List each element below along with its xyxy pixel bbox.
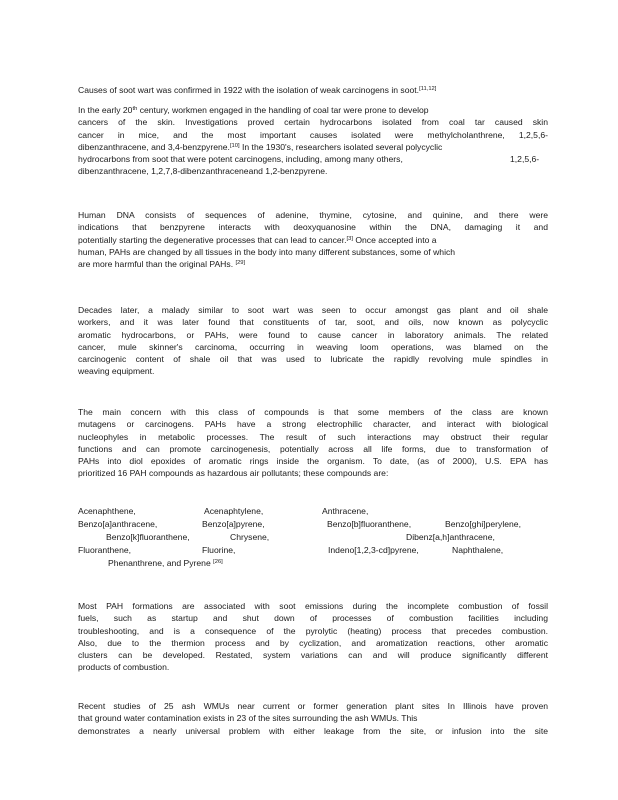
paragraph-recent-studies	[78, 700, 548, 737]
text-line: cancers of the skin. Investigations proved certain hydrocarbons isolated from coal tar caused skin	[78, 117, 548, 128]
compound-item: Acenaphtylene,	[204, 506, 264, 516]
compound-item: Chrysene,	[230, 532, 270, 542]
text-line: Also, due to the thermion process and by cyclization, and aromatization reactions, other aromatic	[78, 637, 548, 648]
citation: [3]	[346, 235, 353, 242]
text-line: cancer in mice, and the most important causes isolated were methylcholanthrene, 1,2,5,6-	[78, 129, 548, 140]
compound-list	[78, 506, 548, 570]
paragraph-pah-formations	[78, 600, 548, 674]
compound-item: Benzo[k]fluoranthene,	[106, 532, 190, 542]
compound-item: Anthracene,	[322, 506, 369, 516]
text: In the early 20	[78, 105, 133, 115]
text-line: workers, and it was later found that constituents of tar, soot, and oils, now known as polycyclic	[78, 317, 548, 328]
text-line	[78, 258, 548, 270]
compound-item: Phenanthrene, and Pyrene	[108, 558, 211, 568]
citation: [10]	[229, 142, 240, 149]
citation: [29]	[235, 260, 246, 266]
text-line: products of combustion.	[78, 662, 170, 673]
text-line: Most PAH formations are associated with soot emissions during the incomplete combustion of fossil	[78, 601, 548, 611]
text: Causes of soot wart was confirmed in 1922 with the isolation of weak carcinogens in soot.	[78, 85, 420, 95]
text: are more harmful than the original PAHs.	[78, 259, 234, 270]
text-line	[78, 84, 548, 96]
text: potentially starting the degenerative processes that can lead to cancer.	[78, 234, 347, 245]
text: 1,2,5,6-	[510, 154, 540, 165]
text-line	[78, 104, 548, 116]
text-line: nucleophyles in metabolic processes. The result of such interactions may obstruct their regular	[78, 431, 548, 442]
text: hydrocarbons from soot that were potent carcinogens, including, among many others,	[78, 154, 403, 165]
compound-item: Dibenz[a,h]anthracene,	[406, 532, 495, 542]
text-line: prioritized 16 PAH compounds as hazardous air pollutants; these compounds are:	[78, 468, 389, 479]
text-line	[78, 234, 548, 246]
compound-item: Indeno[1,2,3-cd]pyrene,	[328, 545, 419, 555]
text-line: Human DNA consists of sequences of adenine, thymine, cytosine, and quinine, and there were	[78, 210, 548, 220]
text-line: functions and can promote carcinogenesis, potentially across all life forms, due to transformation of	[78, 443, 548, 454]
text-line: weaving equipment.	[78, 366, 155, 377]
compound-item: Benzo[a]anthracene,	[78, 519, 158, 529]
text: In the 1930's, researchers isolated several polycyclic	[239, 141, 443, 152]
compound-item-last	[108, 558, 223, 568]
compound-item: Fluorine,	[202, 545, 236, 555]
text-line: Decades later, a malady similar to soot wart was seen to occur amongst gas plant and oil shale	[78, 305, 548, 315]
text-line: The main concern with this class of compounds is that some members of the class are known	[78, 407, 548, 417]
compound-item: Naphthalene,	[452, 545, 504, 555]
compound-item: Acenaphthene,	[78, 506, 136, 516]
text-line: clusters can be developed. Restated, system variations can and will produce significantly different	[78, 650, 548, 661]
text-line: mutagens or carcinogens. PAHs have a strong electrophilic character, and interact with biological	[78, 419, 548, 430]
text-line: indications that benzpyrene interacts with deoxyquanosine within the DNA, damaging it and	[78, 222, 548, 233]
text-line: that ground water contamination exists in 23 of the sites surrounding the ash WMUs. This	[78, 713, 418, 724]
paragraph-coal-tar	[78, 104, 548, 178]
compound-item: Fluoranthene,	[78, 545, 132, 555]
text-line: dibenzanthracene, 1,2,7,8-dibenzanthraceneand 1,2-benzpyrene.	[78, 166, 328, 177]
text-line: cancer, mule skinner's carcinoma, occurring in weaving loom operations, was blamed on the	[78, 341, 548, 352]
paragraph-human-dna	[78, 209, 548, 270]
paragraph-soot-wart	[78, 84, 548, 96]
citation: [11,12]	[419, 85, 437, 92]
text-line: human, PAHs are changed by all tissues in the body into many different substances, some of which	[78, 246, 456, 257]
text-line: carcinogenic content of shale oil that was used to lubricate the rapidly revolving mule spindles in	[78, 354, 548, 365]
text-line: troubleshooting, and is a consequence of the pyrolytic (heating) process that precedes combustion.	[78, 625, 548, 636]
compound-item: Benzo[ghi]perylene,	[445, 519, 521, 529]
text-line: demonstrates a nearly universal problem with either leakage from the site, or infusion into the site	[78, 725, 548, 736]
superscript: th	[132, 105, 138, 112]
text-line: aromatic hydrocarbons, or PAHs, were found to cause cancer in laboratory animals. The related	[78, 329, 548, 340]
paragraph-decades-later	[78, 304, 548, 378]
compound-item: Benzo[b]fluoranthene,	[327, 519, 412, 529]
text-line: Recent studies of 25 ash WMUs near current or former generation plant sites In Illinois have proven	[78, 701, 548, 711]
text-line	[78, 153, 548, 165]
text: dibenzanthracene, and 3,4-benzpyrene.	[78, 141, 230, 152]
text-line	[78, 141, 548, 153]
text-line: PAHs into diol epoxides of aromatic rings inside the organism. To date, (as of 2000), U.S. EPA has	[78, 456, 548, 467]
text: century, workmen engaged in the handling of coal tar were prone to develop	[137, 105, 429, 115]
text: Once accepted into a	[352, 234, 437, 245]
paragraph-main-concern	[78, 406, 548, 480]
compound-item: Benzo[a]pyrene,	[202, 519, 265, 529]
text-line: fuels, such as startup and shut down of processes of combustion facilities including	[78, 613, 548, 624]
citation: [26]	[213, 558, 223, 565]
